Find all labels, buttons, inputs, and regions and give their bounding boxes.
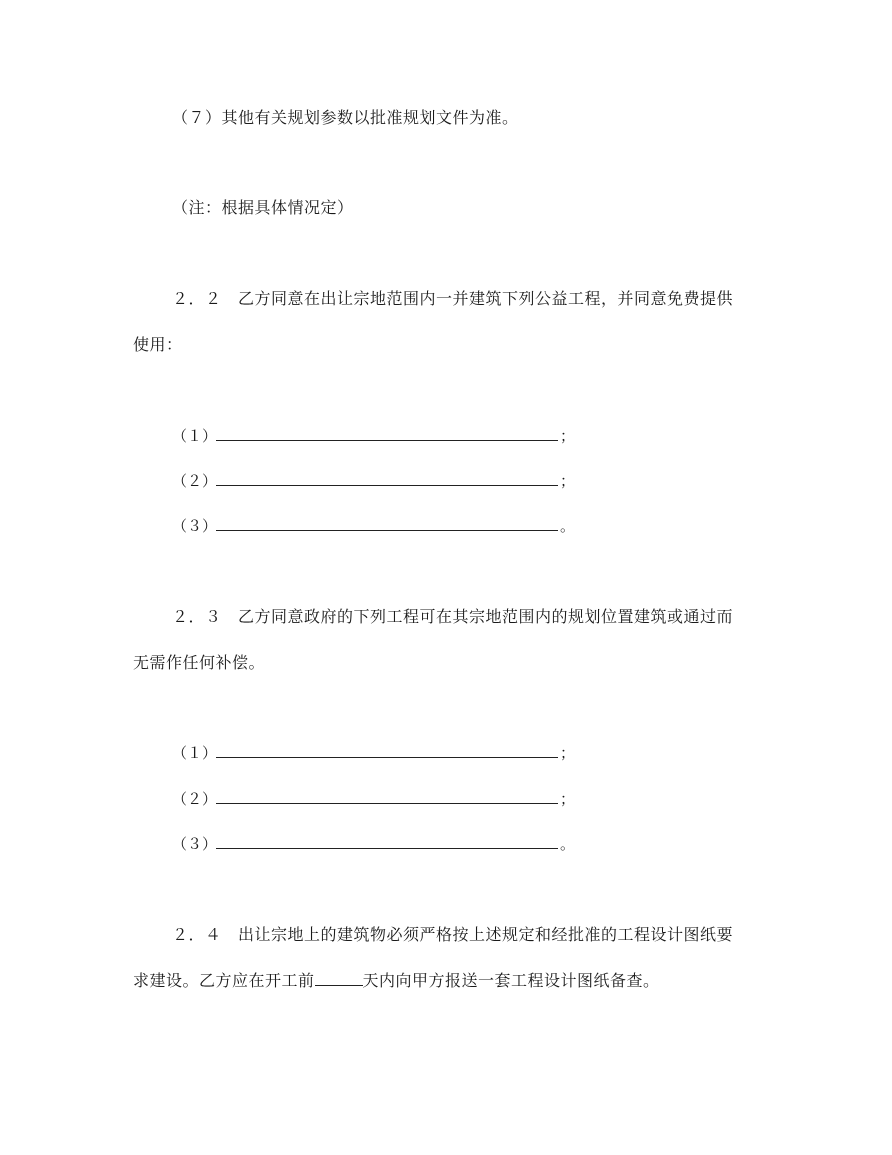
blank-line-number: （１） <box>172 427 218 445</box>
blank-line-2-3-3 <box>172 834 575 854</box>
clause-2-4-line1 <box>172 925 733 945</box>
clause-2-4-number: ２．４ <box>172 925 222 944</box>
blank-line-number: （３） <box>172 835 218 853</box>
blank-line-2-3-1 <box>172 743 575 763</box>
clause-2-4-text: 出让宗地上的建筑物必须严格按上述规定和经批准的工程设计图纸要 <box>238 925 734 944</box>
clause-2-2-line1 <box>172 289 733 309</box>
blank-line-number: （１） <box>172 744 218 762</box>
clause-2-4-line2 <box>133 971 660 991</box>
blank-line-2-2-2 <box>172 471 575 491</box>
clause-2-2-line2: 使用： <box>133 335 183 354</box>
blank-line-2-2-1 <box>172 426 575 446</box>
clause-2-2-number: ２．２ <box>172 289 222 308</box>
clause-2-3-text: 乙方同意政府的下列工程可在其宗地范围内的规划位置建筑或通过而 <box>238 607 734 626</box>
clause-2-3-line1 <box>172 607 733 627</box>
clause-2-3-line2: 无需作任何补偿。 <box>133 653 266 672</box>
blank-line-number: （２） <box>172 790 218 808</box>
item-7-text: （７）其他有关规划参数以批准规划文件为准。 <box>172 108 519 127</box>
blank-line-punct: ； <box>560 744 576 762</box>
blank-line-number: （２） <box>172 472 218 490</box>
fill-in-blank[interactable] <box>216 744 558 758</box>
note-text: （注：根据具体情况定） <box>172 198 354 217</box>
clause-2-2-text: 乙方同意在出让宗地范围内一并建筑下列公益工程，并同意免费提供 <box>238 289 734 308</box>
clause-2-4-text-before: 求建设。乙方应在开工前 <box>133 971 315 990</box>
fill-in-blank[interactable] <box>216 790 558 804</box>
clause-2-4-text-after: 天内向甲方报送一套工程设计图纸备查。 <box>362 971 660 990</box>
blank-line-number: （３） <box>172 517 218 535</box>
fill-in-blank[interactable] <box>216 427 558 441</box>
blank-line-2-2-3 <box>172 516 575 536</box>
blank-line-punct: ； <box>560 472 576 490</box>
clause-2-3-number: ２．３ <box>172 607 222 626</box>
days-blank[interactable] <box>315 971 363 986</box>
blank-line-punct: 。 <box>560 835 576 853</box>
blank-line-punct: ； <box>560 790 576 808</box>
blank-line-punct: ； <box>560 427 576 445</box>
fill-in-blank[interactable] <box>216 472 558 486</box>
fill-in-blank[interactable] <box>216 835 558 849</box>
blank-line-punct: 。 <box>560 517 576 535</box>
fill-in-blank[interactable] <box>216 517 558 531</box>
blank-line-2-3-2 <box>172 789 575 809</box>
